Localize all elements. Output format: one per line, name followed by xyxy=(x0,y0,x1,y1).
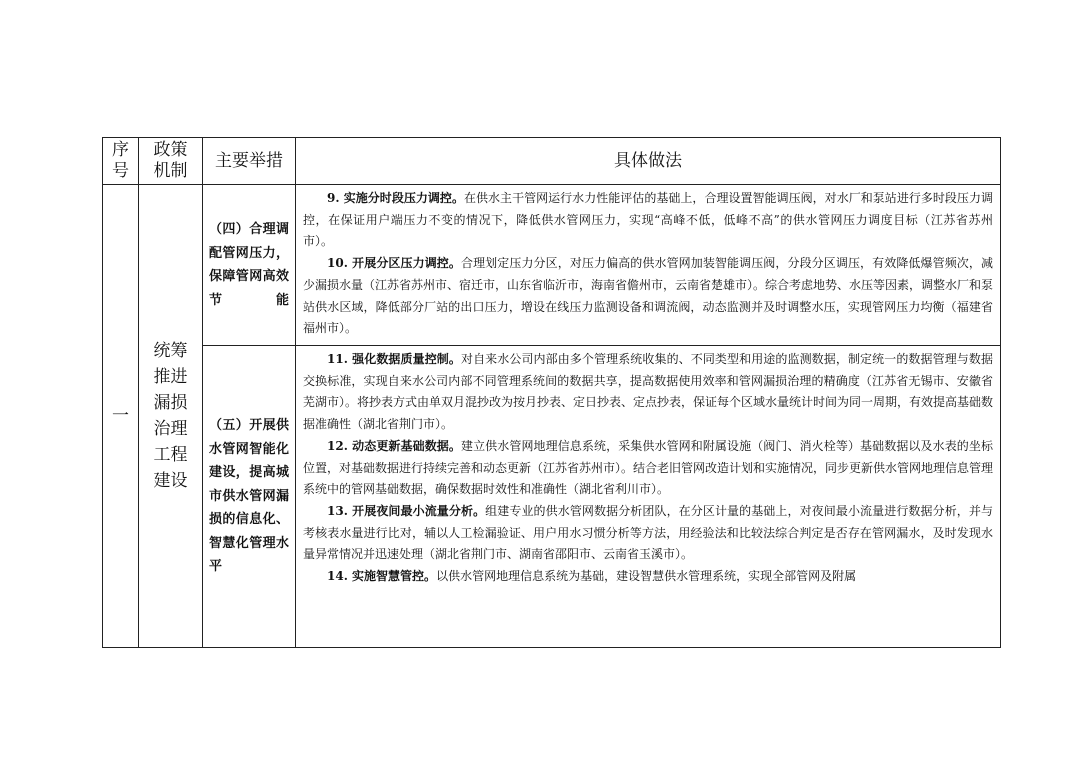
header-measure: 主要举措 xyxy=(203,138,296,185)
detail-item-12-text: 建立供水管网地理信息系统，采集供水管网和附属设施（阀门、消火栓等）基础数据以及水表的坐标位置，对基础数据进行持续完善和动态更新（江苏省苏州市）。结合老旧管网改造计划和实施情况，同步更新供水管网地理信息管理系统中的管网基础数据，确保数据时效性和准确性（湖北省利川市）。 xyxy=(303,438,993,497)
detail-cell-5 xyxy=(296,346,1001,648)
detail-clip xyxy=(303,349,993,645)
detail-item-11-text: 对自来水公司内部由多个管理系统收集的、不同类型和用途的监测数据，制定统一的数据管理与数据交换标准，实现自来水公司内部不同管理系统间的数据共享，提高数据使用效率和管网漏损治理的精确度（江苏省无锡市、安徽省芜湖市）。将抄表方式由单双月混抄改为按月抄表、定日抄表、定点抄表，保证每个区域水量统计时间为同一周期，有效提高基础数据准确性（湖北省荆门市）。 xyxy=(303,352,993,432)
measure-cell-4 xyxy=(203,185,296,346)
header-no-line1: 序 xyxy=(112,140,129,160)
detail-item-9 xyxy=(303,188,993,253)
header-mechanism-line1: 政策 xyxy=(153,140,188,160)
header-detail: 具体做法 xyxy=(296,138,1001,185)
detail-item-10 xyxy=(303,253,993,340)
detail-item-14-text: 以供水管网地理信息系统为基础，建设智慧供水管理系统，实现全部管网及附属 xyxy=(436,569,857,584)
table-row xyxy=(103,346,1001,648)
detail-item-13-text: 组建专业的供水管网数据分析团队，在分区计量的基础上，对夜间最小流量进行数据分析，并与考核表水量进行比对，辅以人工检漏验证、用户用水习惯分析等方法，用经验法和比较法综合判定是否存在管网漏水，及时发现水量异常情况并迅速处理（湖北省荆门市、湖南省邵阳市、云南省玉溪市）。 xyxy=(303,503,993,562)
row-number: 一 xyxy=(103,185,139,648)
header-no xyxy=(103,138,139,185)
mechanism-cell xyxy=(139,185,203,648)
detail-item-10-title: 10. 开展分区压力调控。 xyxy=(327,256,461,271)
detail-item-14 xyxy=(303,566,993,588)
detail-item-14-title: 14. 实施智慧管控。 xyxy=(327,569,437,584)
measure-text-4: （四）合理调配管网压力，保障管网高效节能 xyxy=(209,222,289,308)
detail-item-11 xyxy=(303,349,993,436)
detail-item-13-title: 13. 开展夜间最小流量分析。 xyxy=(327,503,486,518)
measure-text-5: （五）开展供水管网智能化建设，提高城市供水管网漏损的信息化、智慧化管理水平 xyxy=(209,418,289,575)
detail-item-12-title: 12. 动态更新基础数据。 xyxy=(327,438,461,453)
header-no-line2: 号 xyxy=(112,161,129,181)
header-mechanism xyxy=(139,138,203,185)
detail-item-9-title: 9. 实施分时段压力调控。 xyxy=(327,191,464,205)
mechanism-text: 统筹推进漏损治理工程建设 xyxy=(153,341,188,491)
detail-item-12 xyxy=(303,436,993,501)
detail-item-13 xyxy=(303,501,993,566)
measure-cell-5 xyxy=(203,346,296,648)
policy-table xyxy=(102,137,1001,648)
detail-cell-4 xyxy=(296,185,1001,346)
header-row xyxy=(103,138,1001,185)
table-row xyxy=(103,185,1001,346)
detail-item-10-text: 合理划定压力分区，对压力偏高的供水管网加装智能调压阀，分段分区调压，有效降低爆管频次，减少漏损水量（江苏省苏州市、宿迁市，山东省临沂市，海南省儋州市，云南省楚雄市）。综合考虑地势、水压等因素，调整水厂和泵站供水区域，降低部分厂站的出口压力，增设在线压力监测设备和调流阀，动态监测并及时调整水压，实现管网压力均衡（福建省福州市）。 xyxy=(303,256,994,336)
header-mechanism-line2: 机制 xyxy=(153,161,188,181)
detail-item-9-text: 在供水主干管网运行水力性能评估的基础上，合理设置智能调压阀，对水厂和泵站进行多时段压力调控，在保证用户端压力不变的情况下，降低供水管网压力，实现“高峰不低，低峰不高”的供水管网压力调度目标（江苏省苏州市）。 xyxy=(303,191,993,249)
detail-item-11-title: 11. 强化数据质量控制。 xyxy=(327,352,461,366)
